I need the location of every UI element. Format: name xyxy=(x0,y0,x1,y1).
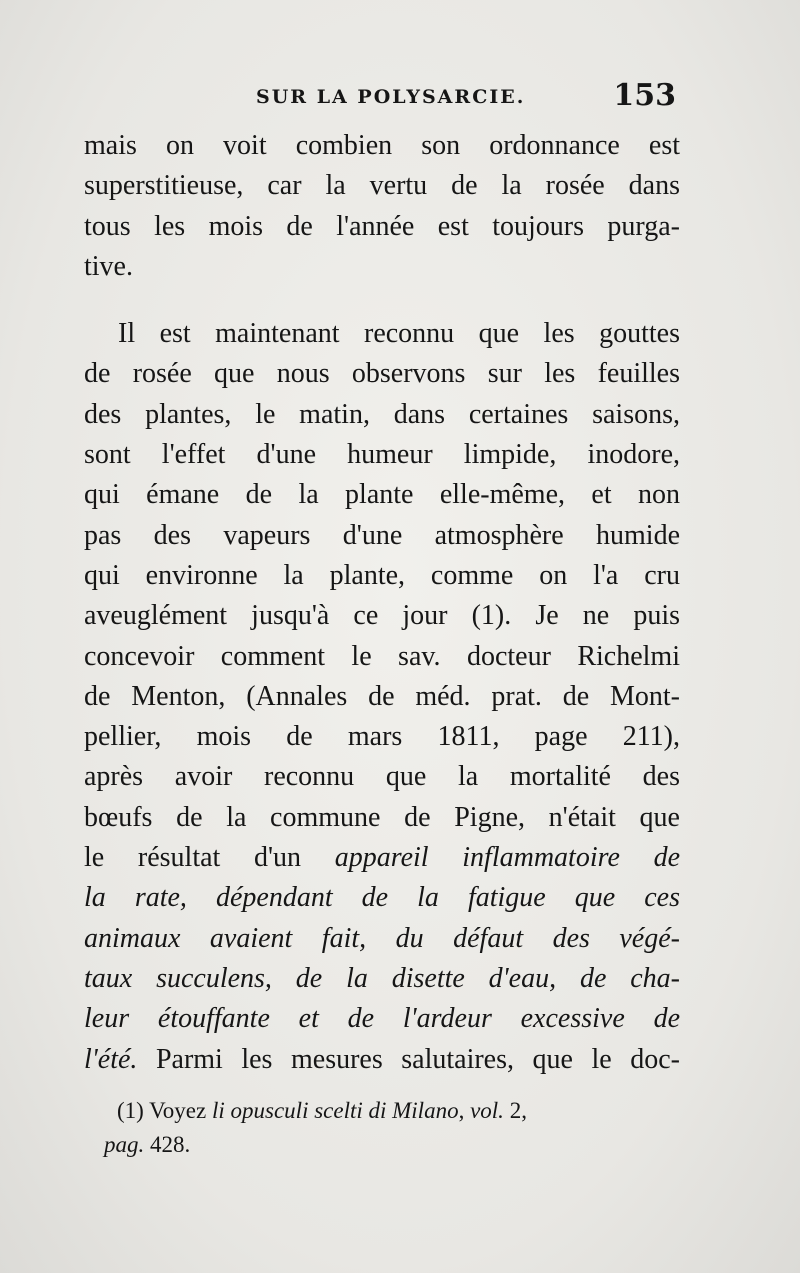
text-line xyxy=(84,838,680,878)
page-number: 153 xyxy=(613,78,676,113)
text-line: tive. xyxy=(84,250,133,282)
running-title: SUR LA POLYSARCIE. xyxy=(256,86,526,108)
page-header xyxy=(92,78,682,118)
text-line: animaux avaient fait, du défaut des végé- xyxy=(84,922,680,954)
text-line: pas des vapeurs d'une atmosphère humide xyxy=(84,519,680,551)
text-line: la rate, dépendant de la fatigue que ces xyxy=(84,882,680,914)
text-line: superstitieuse, car la vertu de la rosée dans xyxy=(84,170,680,202)
footnote-marker: (1) xyxy=(117,1098,144,1123)
paragraph-2 xyxy=(84,314,680,1080)
text-line: bœufs de la commune de Pigne, n'était que xyxy=(84,801,680,833)
text-line: qui environne la plante, comme on l'a cru xyxy=(84,559,680,591)
text-line: tous les mois de l'année est toujours purga- xyxy=(84,210,680,242)
text-line: aveuglément jusqu'à ce jour (1). Je ne puis xyxy=(84,600,680,632)
footnote-text: 2, xyxy=(503,1098,527,1123)
italic-text: l'été. xyxy=(84,1043,138,1075)
footnote-text: 428. xyxy=(144,1132,191,1157)
text-line xyxy=(84,1040,680,1080)
text-line: après avoir reconnu que la mortalité des xyxy=(84,761,680,793)
footnote-text: , xyxy=(458,1098,471,1123)
paragraph-1 xyxy=(84,126,680,287)
footnote xyxy=(104,1094,683,1162)
text-line: taux succulens, de la disette d'eau, de cha- xyxy=(84,962,680,994)
text-line: pellier, mois de mars 1811, page 211), xyxy=(84,721,680,753)
text-line: de Menton, (Annales de méd. prat. de Mont- xyxy=(84,680,680,712)
roman-text: Parmi les mesures salutaires, que le doc- xyxy=(137,1043,680,1075)
text-line: leur étouffante et de l'ardeur excessive de xyxy=(84,1003,680,1035)
footnote-italic: pag. xyxy=(104,1132,145,1157)
text-line: sont l'effet d'une humeur limpide, inodore, xyxy=(84,439,680,471)
italic-text: appareil inflammatoire de xyxy=(334,842,680,874)
text-line: qui émane de la plante elle-même, et non xyxy=(84,479,680,511)
footnote-italic: vol. xyxy=(470,1098,504,1123)
footnote-text: Voyez xyxy=(143,1098,212,1123)
text-line: de rosée que nous observons sur les feuilles xyxy=(84,358,680,390)
roman-text: le résultat d'un xyxy=(84,842,335,874)
text-line: concevoir comment le sav. docteur Richelmi xyxy=(84,640,680,672)
text-line: Il est maintenant reconnu que les gouttes xyxy=(118,318,680,350)
footnote-line xyxy=(117,1094,683,1128)
body-text xyxy=(84,126,680,1080)
footnote-line xyxy=(104,1128,683,1162)
text-line: des plantes, le matin, dans certaines saisons, xyxy=(84,398,680,430)
footnote-italic: li opusculi scelti di Milano xyxy=(211,1098,459,1123)
text-line: mais on voit combien son ordonnance est xyxy=(84,130,680,161)
